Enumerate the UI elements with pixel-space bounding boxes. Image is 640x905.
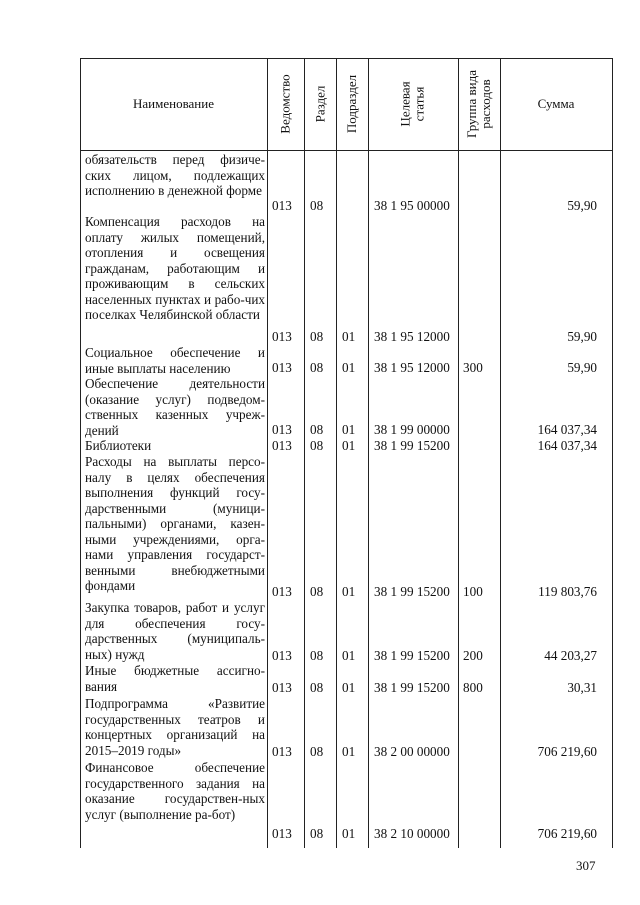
column-divider (267, 58, 268, 848)
header-name: Наименование (133, 96, 214, 111)
column-divider (336, 58, 337, 848)
header-divider (80, 150, 613, 151)
table-border-right (612, 58, 613, 848)
header-celevaya-statya: Целевая статья (397, 81, 427, 127)
header-summa: Сумма (537, 96, 575, 111)
column-divider (368, 58, 369, 848)
budget-table: Наименование Ведомство Раздел Подраздел Целевая статья Группа вида расходов Сумма обязательств перед физиче-ских лицом, подлежащих исполнению в денежной форме 013 08 38 1 95 00000 59,90 Компенсация расходов на оплату жилых помещений, отопления и освещения гражданам, работающим и проживающим в сельских населенных пунктах и рабо-чих поселках Челябинской области 013 08 01 38 1 95 12000 59,90 Социальное обеспечение и иные выплаты населению 013 08 01 38 1 95 12000 300 59,90 Обеспечение деятельности (оказание услуг) подведом-ственных казенных учреж-дений 013 08 01 38 1 99 00000 164 037,34 Библиотеки 013 08 01 38 1 99 15200 164 037,34 Расходы на выплаты персо-налу в целях обеспечения выполнения функций госу-дарственными (муници-пальными) органами, казен-ными учреждениями, орга-нами управления государст-венными внебюджетными фондами 013 08 01 38 1 99 15200 100 119 803,76 Закупка товаров, работ и услуг для обеспечения госу-дарственных (муниципаль-ных) нужд 013 08 01 38 1 99 15200 200 44 203,27 Иные бюджетные ассигно-вания 013 08 01 38 1 99 15200 800 30,31 Подпрограмма «Развитие государственных театров и концертных организаций на 2015–2019 годы» 013 08 01 38 2 00 00000 706 219,60 Финансовое обеспечение государственного задания на оказание государствен-ных услуг (выполнение ра-бот) 013 08 01 38 2 10 00000 706 219,60 (80, 58, 613, 848)
header-razdel: Раздел (312, 85, 327, 123)
table-border-left (80, 58, 81, 848)
page-number: 307 (576, 858, 596, 873)
column-divider (458, 58, 459, 848)
header-gruppa-vida-rashodov: Группа вида расходов (464, 70, 494, 138)
header-podrazdel: Подраздел (344, 74, 360, 134)
column-divider (304, 58, 305, 848)
header-vedomstvo: Ведомство (277, 74, 293, 134)
column-divider (500, 58, 501, 848)
